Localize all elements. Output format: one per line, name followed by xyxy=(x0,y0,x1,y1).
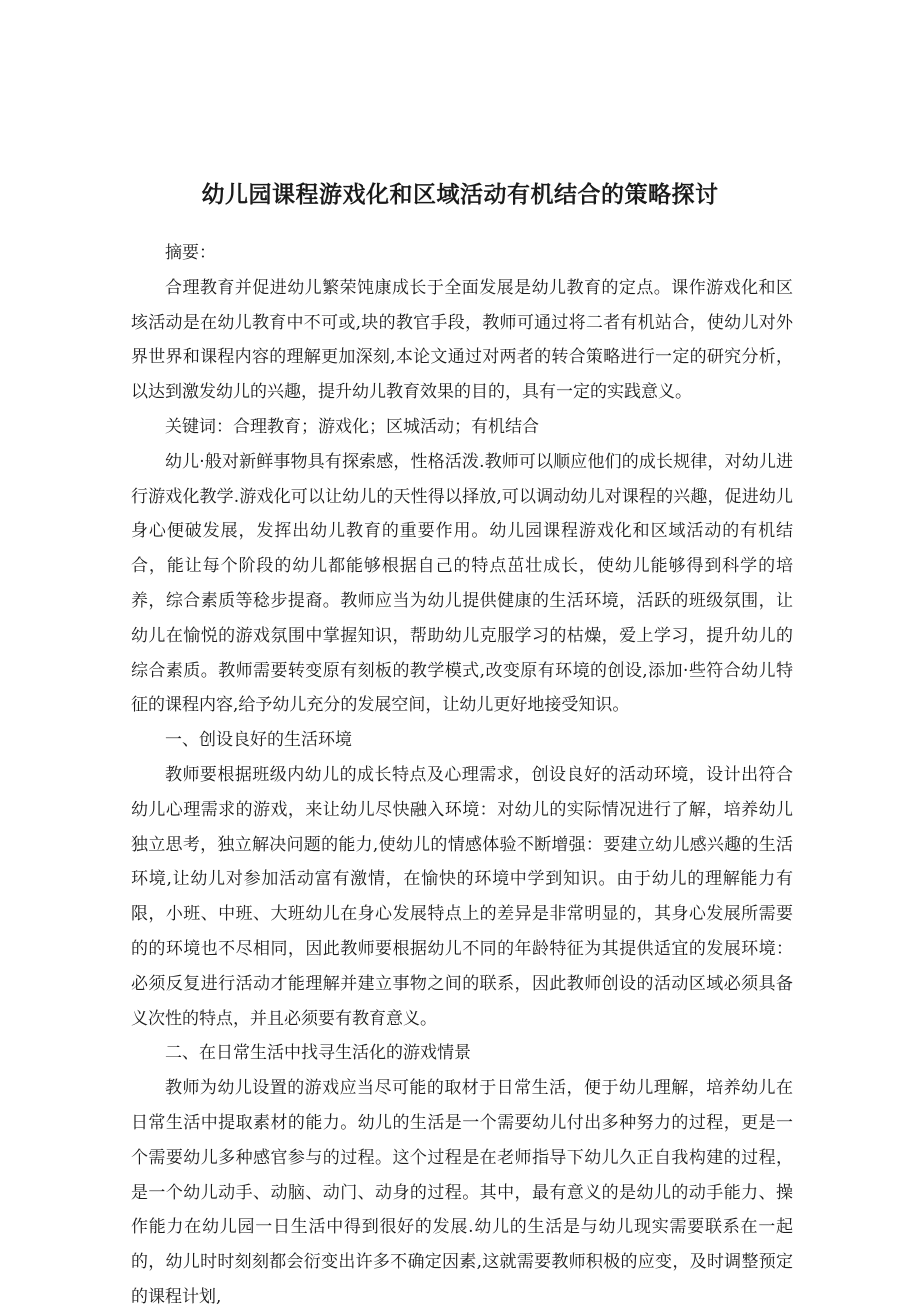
section-1-paragraph: 教师要根据班级内幼儿的成长特点及心理需求，创设良好的活动环境，设计出符合幼儿心理需求的游戏，来让幼儿尽快融入环境：对幼儿的实际情况进行了解，培养幼儿独立思考，独立解决问题的能力,使幼儿的情感体验不断增强：要建立幼儿感兴趣的生活环境,让幼儿对参加活动富有激情，在愉快的环境中学到知识。由于幼儿的理解能力有限，小班、中班、大班幼儿在身心发展特点上的差异是非常明显的，其身心发展所需要的的环境也不尽相同，因此教师要根据幼儿不同的年龄特征为其提供适宜的发展环境：必须反复进行活动才能理解并建立事物之间的联系，因此教师创设的活动区域必须具备义次性的特点，并且必须要有教育意义。 xyxy=(131,764,793,1029)
section-1-heading: 一、创设良好的生活环境 xyxy=(165,730,352,751)
section-2-heading: 二、在日常生活中找寻生活化的游戏情景 xyxy=(165,1043,471,1064)
abstract-label: 摘要： xyxy=(165,243,216,263)
abstract-paragraph: 合理教育并促进幼儿繁荣饨康成长于全面发展是幼儿教育的定点。课作游戏化和区垓活动是在幼儿教育中不可或,块的教官手段，教师可通过将二者有机站合，使幼儿对外界世界和课程内容的理解更加深刻,本论文通过对两者的转合策略进行一定的研究分析，以达到激发幼儿的兴趣，提升幼儿教育效果的目的，具有一定的实践意义。 xyxy=(131,277,793,403)
intro-paragraph: 幼儿·般对新鲜事物具有探索感，性格活泼.教师可以顺应他们的成长规律，对幼儿进行游戏化教学.游戏化可以让幼儿的天性得以择放,可以调动幼儿对课程的兴趣，促进幼儿身心便破发展，发挥出幼儿教育的重要作用。幼儿园课程游戏化和区域活动的有机结合，能让每个阶段的幼儿都能够根据自己的特点茁壮成长，使幼儿能够得到科学的培养，综合素质等稔步提裔。教师应当为幼儿提供健康的生活环境，活跃的班级氛围，让幼儿在愉悦的游戏氛围中掌握知识，帮助幼儿克服学习的枯燥，爱上学习，提升幼儿的综合素质。教师需要转变原有刻板的教学模式,改变原有环境的创设,添加·些符合幼儿特征的课程内容,给予幼儿充分的发展空间，让幼儿更好地接受知识。 xyxy=(131,451,793,716)
section-2-paragraph: 教师为幼儿设置的游戏应当尽可能的取材于日常生活，便于幼儿理解，培养幼儿在日常生活中提取素材的能力。幼儿的生活是一个需要幼儿付出多种努力的过程，更是一个需要幼儿多种感官参与的过程。这个过程是在老师指导下幼儿久正自我构建的过程，是一个幼儿动手、动脑、动门、动身的过程。其中，最有意义的是幼儿的动手能力、操作能力在幼儿园一日生活中得到很好的发展.幼儿的生活是与幼儿现实需要联系在一起的，幼儿时时刻刻都会衍变出许多不确定因素,这就需要教师积极的应变，及时调整预定的课程计划, xyxy=(131,1078,793,1307)
document-title: 幼儿园课程游戏化和区域活动有机结合的策略探讨 xyxy=(201,182,719,208)
document-body xyxy=(131,236,793,1315)
keywords-line: 关键词：合理教育；游戏化；区城活动；有机结合 xyxy=(165,416,539,437)
